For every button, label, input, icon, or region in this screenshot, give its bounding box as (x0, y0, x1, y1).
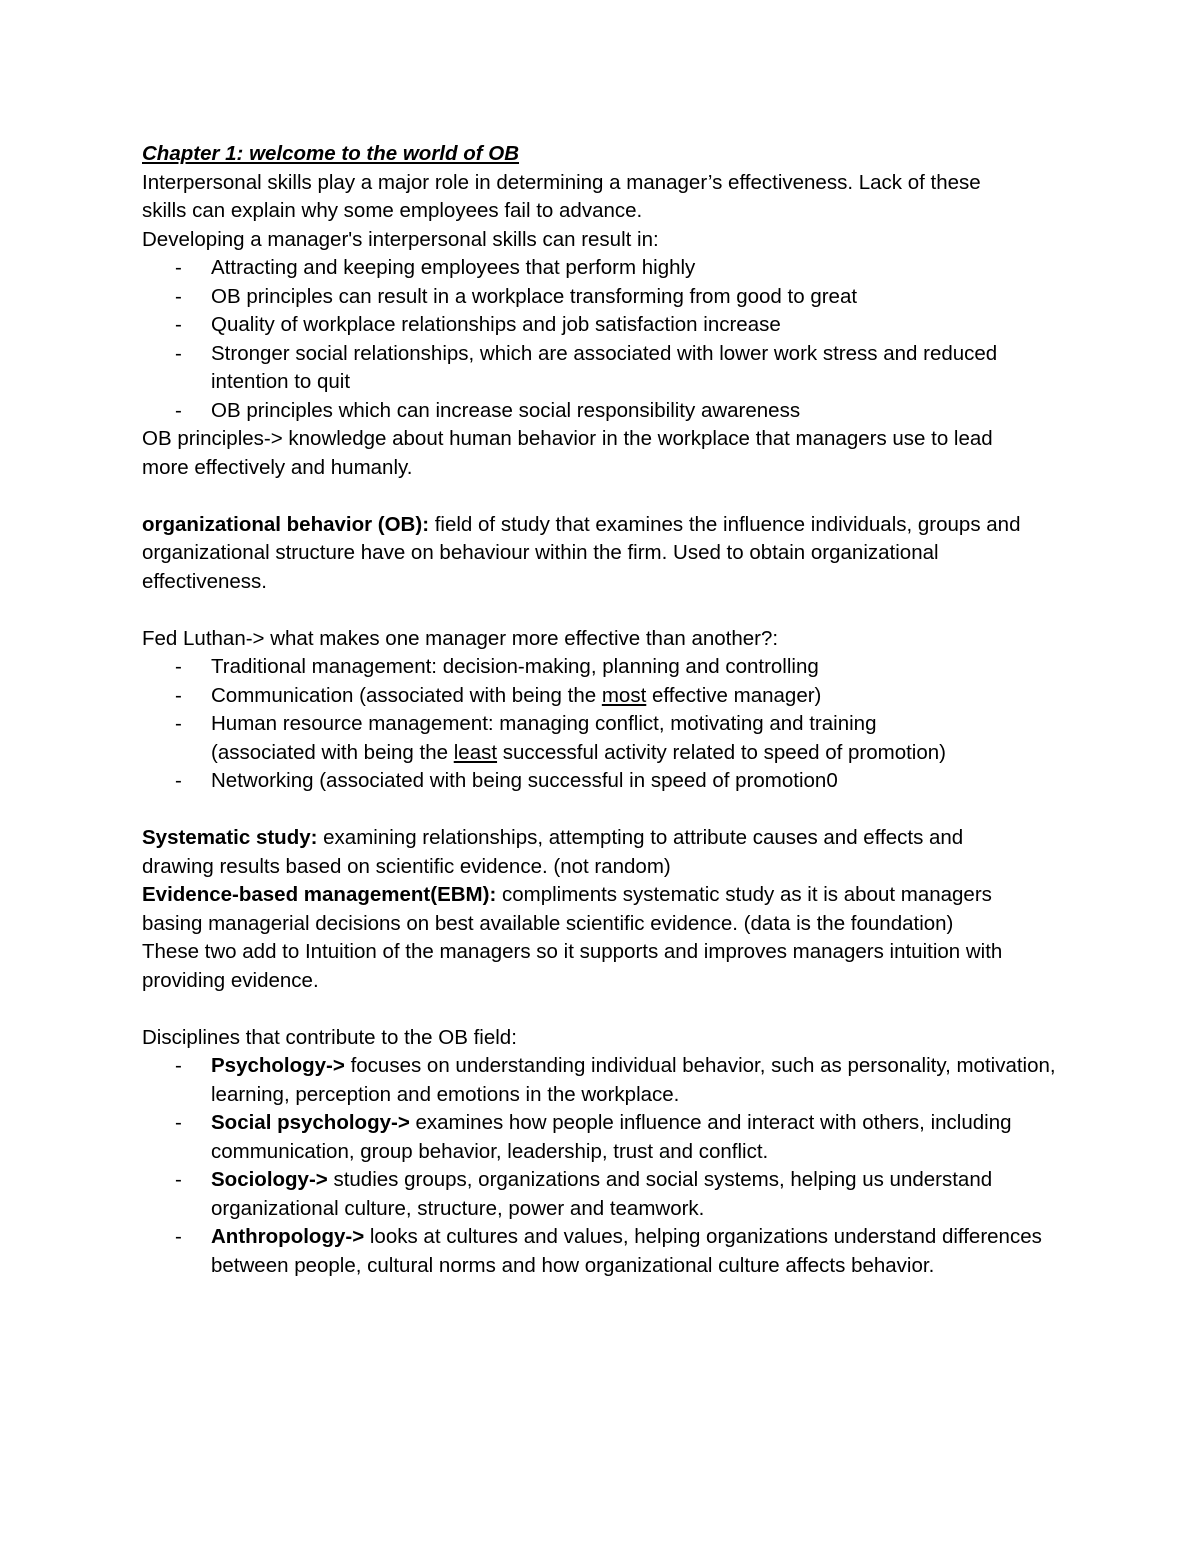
discipline-text: focuses on understanding individual behavior, such as personality, motivation, learning, perception and emotions in the workplace. (211, 1054, 1056, 1106)
list-item: - OB principles can result in a workplace transforming from good to great (142, 283, 1082, 312)
document-page (142, 140, 1082, 1280)
discipline-term: Sociology-> (211, 1168, 328, 1191)
list-item: - Quality of workplace relationships and job satisfaction increase (142, 311, 1082, 340)
list-item: - OB principles which can increase social responsibility awareness (142, 397, 1082, 426)
communication-emphasis: most (601, 683, 647, 707)
discipline-text: looks at cultures and values, helping organizations understand differences between people, cultural norms and how organizational culture affects behavior. (211, 1225, 1042, 1277)
spacer (142, 482, 1082, 511)
list-item (142, 1223, 1082, 1280)
chapter-title: Chapter 1: welcome to the world of OB (142, 142, 520, 165)
discipline-term: Social psychology-> (211, 1111, 410, 1134)
hrm-text: (associated with being the (211, 740, 454, 764)
discipline-text: studies groups, organizations and social systems, helping us understand organizational culture, structure, power and teamwork. (211, 1168, 993, 1220)
discipline-text: examines how people influence and interact with others, including communication, group behavior, leadership, trust and conflict. (211, 1111, 1012, 1163)
list-item (142, 767, 1082, 796)
hrm-emphasis: least (453, 740, 498, 764)
ob-principles-paragraph: OB principles-> knowledge about human behavior in the workplace that managers use to lead more effectively and humanly. (142, 427, 993, 479)
hrm-line-1: - Human resource management: managing conflict, motivating and training (211, 712, 877, 735)
discipline-term: Psychology-> (211, 1054, 345, 1077)
spacer (142, 796, 1082, 825)
communication-text-end: effective manager) (646, 683, 822, 707)
spacer (142, 596, 1082, 625)
discipline-term: Anthropology-> (211, 1225, 365, 1248)
systematic-paragraph (142, 824, 1082, 881)
ebm-paragraph (142, 881, 1082, 938)
intuition-paragraph: These two add to Intuition of the managers so it supports and improves managers intuition with providing evidence. (142, 940, 1003, 992)
systematic-term: Systematic study: (142, 826, 318, 849)
hrm-line-2 (211, 739, 1082, 768)
list-item (142, 1166, 1082, 1223)
list-item: - Stronger social relationships, which are associated with lower work stress and reduced intention to quit (142, 340, 1082, 397)
ebm-text: compliments systematic study as it is about managers basing managerial decisions on best available scientific evidence. (data is the foundation) (142, 883, 992, 935)
intro-line-2: skills can explain why some employees fail to advance. (142, 199, 643, 222)
benefits-list (142, 254, 1082, 425)
list-item (142, 1109, 1082, 1166)
ob-definition-paragraph (142, 511, 1082, 597)
networking-text: Networking (associated with being successful in speed of promotion0 (211, 769, 838, 792)
systematic-text: examining relationships, attempting to attribute causes and effects and drawing results based on scientific evidence. (not random) (142, 826, 964, 878)
traditional-text: Traditional management: decision-making, planning and controlling (211, 655, 819, 678)
ob-definition-text: field of study that examines the influence individuals, groups and organizational structure have on behaviour within the firm. Used to obtain organizational effectiveness. (142, 512, 1021, 593)
hrm-text-end: successful activity related to speed of promotion) (497, 740, 946, 764)
disciplines-list (142, 1052, 1082, 1280)
list-item (142, 682, 1082, 711)
communication-text: Communication (associated with being the (211, 683, 602, 707)
list-item (142, 710, 1082, 767)
ebm-term: Evidence-based management(EBM): (142, 883, 497, 906)
list-item: - Attracting and keeping employees that perform highly (142, 254, 1082, 283)
intro-line-1: Interpersonal skills play a major role in determining a manager’s effectiveness. Lack of these (142, 170, 981, 194)
ob-definition-term: organizational behavior (OB): (142, 512, 430, 536)
list-item (142, 1052, 1082, 1109)
disciplines-heading: Disciplines that contribute to the OB field: (142, 1025, 517, 1049)
spacer (142, 995, 1082, 1024)
luthan-list (142, 653, 1082, 796)
intro-line-3: Developing a manager's interpersonal skills can result in: (142, 227, 659, 251)
luthan-question: Fed Luthan-> what makes one manager more effective than another?: (142, 626, 779, 650)
list-item (142, 653, 1082, 682)
